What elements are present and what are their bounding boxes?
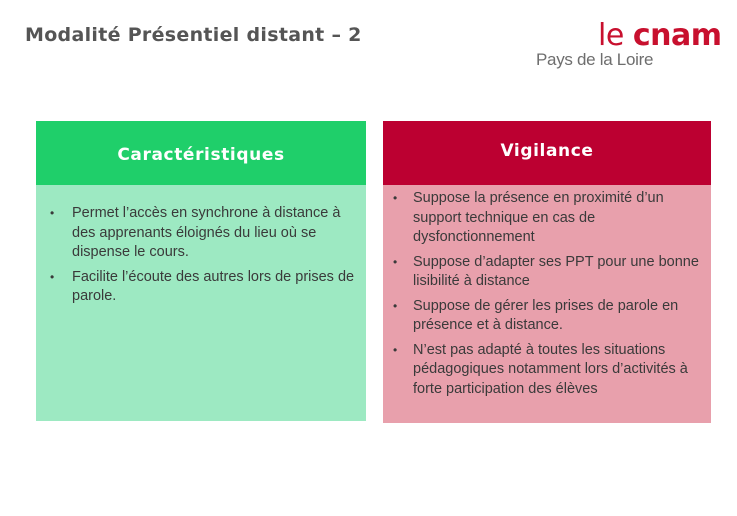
- bullet-icon: •: [393, 342, 398, 357]
- characteristics-panel: [36, 121, 366, 421]
- slide-title: Modalité Présentiel distant – 2: [25, 24, 362, 46]
- list-item-text: Suppose de gérer les prises de parole en présence et à distance.: [413, 297, 679, 333]
- characteristics-list: [36, 204, 358, 312]
- characteristics-header: Caractéristiques: [36, 121, 366, 185]
- list-item: [383, 341, 705, 400]
- list-item: [383, 253, 705, 292]
- vigilance-list: [383, 189, 705, 404]
- list-item-text: Facilite l’écoute des autres lors de prises de parole.: [72, 268, 355, 304]
- bullet-icon: •: [393, 254, 398, 269]
- vigilance-header: Vigilance: [383, 121, 711, 185]
- list-item-text: Suppose d’adapter ses PPT pour une bonne lisibilité à distance: [413, 253, 699, 289]
- logo-le: le: [598, 18, 633, 53]
- cnam-logo: [534, 18, 734, 78]
- list-item: [383, 297, 705, 336]
- list-item-text: N’est pas adapté à toutes les situations pédagogiques notamment lors d’activités à forte participation des élèves: [413, 341, 688, 397]
- bullet-icon: •: [393, 191, 398, 205]
- list-item-text: Permet l’accès en synchrone à distance à des apprenants éloignés du lieu où se dispense le cours.: [72, 205, 341, 260]
- list-item: [36, 204, 358, 263]
- list-item-text: Suppose la présence en proximité d’un support technique en cas de dysfonctionnement: [413, 190, 664, 245]
- logo-cnam: cnam: [632, 18, 722, 53]
- bullet-icon: •: [50, 269, 55, 284]
- bullet-icon: •: [393, 298, 398, 313]
- logo-region: Pays de la Loire: [536, 50, 654, 69]
- list-item: [383, 189, 705, 248]
- bullet-icon: •: [50, 206, 55, 220]
- vigilance-panel: [383, 121, 711, 423]
- logo-wordmark: [598, 18, 721, 54]
- list-item: [36, 268, 358, 307]
